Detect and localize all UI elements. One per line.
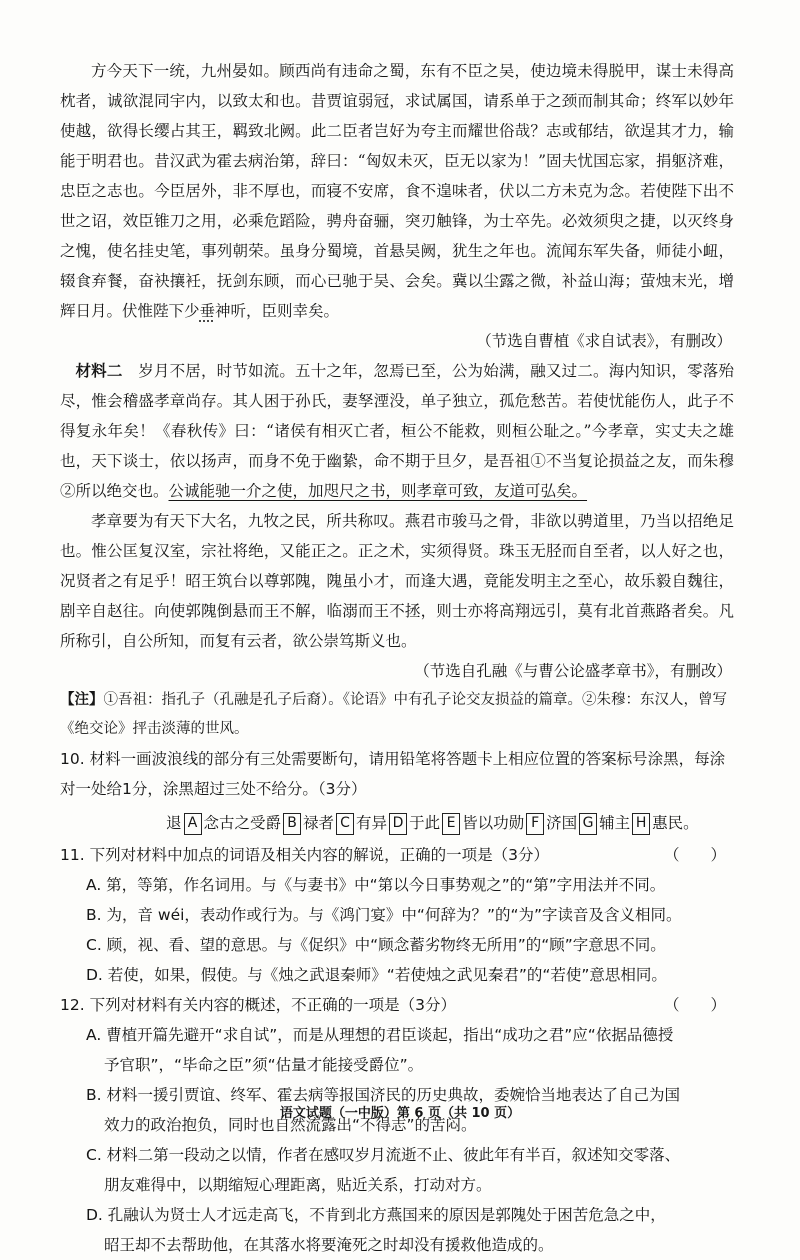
q11-option-d: D. 若使，如果，假使。与《烛之武退秦师》“若使烛之武见秦君”的“若使”意思相同。	[86, 966, 667, 984]
material1-dotted-word: 垂	[199, 302, 216, 320]
question-11-stem: 11. 下列对材料中加点的词语及相关内容的解说，正确的一项是（3分）	[60, 846, 549, 864]
segment-1: 念古之受爵	[203, 814, 282, 832]
q12-option-c-cont: 朋友难得中，以期缩短心理距离，贴近关系，打动对方。	[104, 1176, 492, 1194]
choice-box-g[interactable]: G	[579, 813, 597, 835]
material2-source: （节选自孔融《与曹公论盛孝章书》，有删改）	[414, 662, 732, 680]
annotation-note	[60, 686, 734, 744]
segment-6: 济国	[546, 814, 578, 832]
choice-box-d[interactable]: D	[389, 813, 407, 835]
material2-text: 岁月不居，时节如流。五十之年，忽焉已至，公为始满，融又过二。海内知识，零落殆尽，惟会稽盛孝章尚存。其人困于孙氏，妻孥湮没，单子独立，孤危愁苦。若使忧能伤人，此子不得复永年矣！《春秋传》曰：“诸侯有相灭亡者，桓公不能救，则桓公耻之。”今孝章，实丈夫之雄也，天下谈士，依以扬声，而身不免于幽絷，命不期于旦夕，是吾祖①不当复论损益之友，而朱穆②所以绝交也。	[60, 362, 734, 500]
segment-7: 辅主	[599, 814, 631, 832]
q11-option-a: A. 第，等第，作名词用。与《与妻书》中“第以今日事势观之”的“第”字用法并不同。	[86, 876, 666, 894]
question-12-header	[60, 990, 734, 1020]
choice-box-e[interactable]: E	[442, 813, 460, 835]
q11-option-c: C. 顾，视、看、望的意思。与《促织》中“顾念蓄劣物终无所用”的“顾”字意思不同。	[86, 936, 666, 954]
q12-option-b-cont: 效力的政治抱负，同时也自然流露出“不得志”的苦闷。	[104, 1116, 477, 1134]
question-11-header	[60, 840, 734, 870]
segment-3: 有异	[356, 814, 388, 832]
choice-box-h[interactable]: H	[632, 813, 650, 835]
material1-source: （节选自曹植《求自试表》，有删改）	[476, 332, 732, 350]
choice-box-b[interactable]: B	[283, 813, 301, 835]
question-12-stem: 12. 下列对材料有关内容的概述，不正确的一项是（3分）	[60, 996, 456, 1014]
page-footer: 语文试题（一中版）第 6 页（共 10 页）	[279, 1106, 521, 1121]
material1-paragraph	[60, 56, 734, 326]
material1-text-end: 神听，臣则幸矣。	[215, 302, 340, 320]
choice-box-c[interactable]: C	[336, 813, 354, 835]
material1-text: 方今天下一统，九州晏如。顾西尚有违命之蜀，东有不臣之吴，使边境未得脱甲，谋士未得高枕者，诚欲混同宇内，以致太和也。昔贾谊弱冠，求试属国，请系单于之颈而制其命；终军以妙年使越，欲得长缨占其王，羁致北阙。此二臣者岂好为夸主而耀世俗哉？志或郁结，欲逞其才力，输能于明君也。昔汉武为霍去病治第，辞曰：“匈奴未灭，臣无以家为！”固夫忧国忘家，捐躯济难，忠臣之志也。今臣居外，非不厚也，而寝不安席，食不遑味者，伏以二方未克为念。若使陛下出不世之诏，效臣锥刀之用，必乘危蹈险，骋舟奋骊，突刃触锋，为士卒先。必效须臾之捷，以灭终身之愧，使名挂史笔，事列朝荣。虽身分蜀境，首悬吴阙，犹生之年也。流闻东军失备，师徒小衄，辍食弃餐，奋袂攘衽，抚剑东顾，而心已驰于吴、会矣。冀以尘露之微，补益山海；萤烛末光，增辉日月。伏惟陛下少	[60, 62, 734, 320]
q12-option-a: A. 曹植开篇先避开“求自试”，而是从理想的君臣谈起，指出“成功之君”应“依据品德授	[86, 1026, 674, 1044]
choice-box-f[interactable]: F	[526, 813, 544, 835]
q11-option-b: B. 为，音 wéi，表动作或行为。与《鸿门宴》中“何辞为？”的“为”字读音及含义相同。	[86, 906, 682, 924]
material2-paragraph2: 孝章要为有天下大名，九牧之民，所共称叹。燕君市骏马之骨，非欲以骋道里，乃当以招绝足也。惟公匡复汉室，宗社将绝，又能正之。正之术，实须得贤。珠玉无胫而自至者，以人好之也，况贤者之有足乎！昭王筑台以尊郭隗，隗虽小才，而逢大遇，竟能发明主之至心，故乐毅自魏往，剧辛自赵往。向使郭隗倒悬而王不解，临溺而王不拯，则士亦将高翔远引，莫有北首燕路者矣。凡所称引，自公所知，而复有云者，欲公崇笃斯义也。	[60, 512, 734, 650]
q12-option-b: B. 材料一援引贾谊、终军、霍去病等报国济民的历史典故，委婉恰当地表达了自己为国	[86, 1086, 680, 1104]
question-10-stem: 10. 材料一画波浪线的部分有三处需要断句，请用铅笔将答题卡上相应位置的答案标号涂黑，每涂对一处给1分，涂黑超过三处不给分。（3分）	[60, 750, 726, 798]
q12-option-c: C. 材料二第一段动之以情，作者在感叹岁月流逝不止、彼此年有半百，叙述知交零落、	[86, 1146, 681, 1164]
segment-4: 于此	[409, 814, 441, 832]
material2-label: 材料二	[75, 362, 123, 380]
note-text: ①吾祖：指孔子（孔融是孔子后裔）。《论语》中有孔子论交友损益的篇章。②朱穆：东汉人，曾写《绝交论》抨击淡薄的世风。	[60, 692, 727, 737]
note-tag: 【注】	[60, 692, 104, 708]
q12-option-a-cont: 予官职”，“毕命之臣”须“估量才能接受爵位”。	[104, 1056, 424, 1074]
material2-underlined-sentence: 公诚能驰一介之使，加咫尺之书，则孝章可致，友道可弘矣。	[168, 482, 588, 500]
question-10-options	[166, 808, 734, 838]
segment-8: 惠民。	[652, 814, 699, 832]
segment-0: 退	[166, 814, 182, 832]
q12-option-d: D. 孔融认为贤士人才远走高飞，不肯到北方燕国来的原因是郭隗处于困苦危急之中，	[86, 1206, 666, 1224]
answer-paren-12[interactable]: （ ）	[663, 996, 726, 1014]
segment-2: 禄者	[303, 814, 335, 832]
answer-paren-11[interactable]: （ ）	[663, 846, 726, 864]
q12-option-d-cont: 昭王却不去帮助他，在其落水将要淹死之时却没有援救他造成的。	[104, 1236, 554, 1254]
material2-paragraph1	[60, 356, 734, 506]
segment-5: 皆以功勋	[462, 814, 525, 832]
choice-box-a[interactable]: A	[184, 813, 202, 835]
